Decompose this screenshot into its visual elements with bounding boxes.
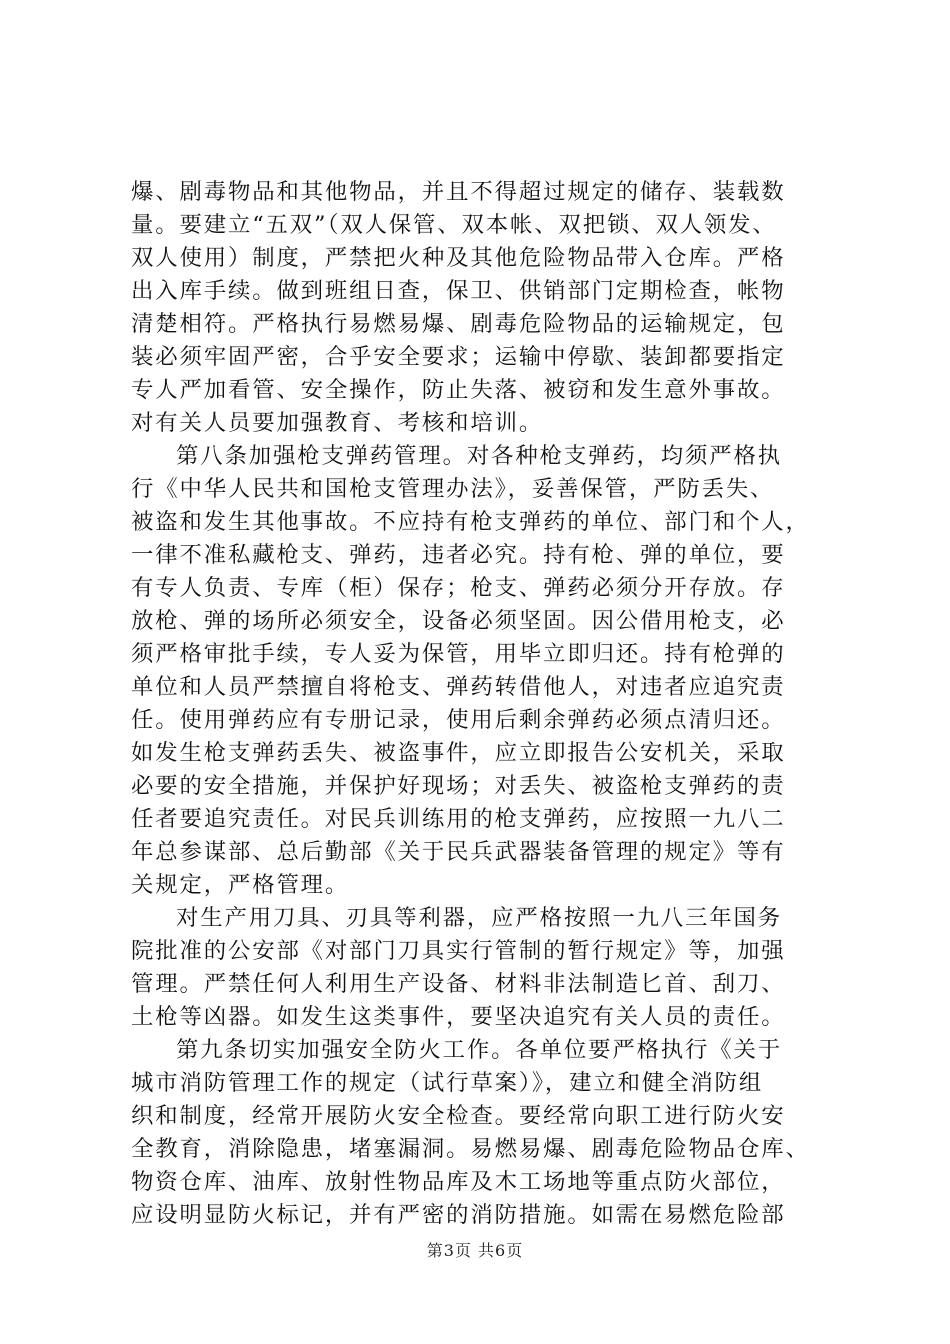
text-line: 第九条切实加强安全防火工作。各单位要严格执行《关于 [176,1037,783,1063]
text-line: 清楚相符。严格执行易燃易爆、剧毒危险物品的运输规定，包 [131,311,786,337]
text-line: 双人使用）制度，严禁把火种及其他危险物品带入仓库。严格 [131,245,786,271]
text-line: 年总参谋部、总后勤部《关于民兵武器装备管理的规定》等有 [131,839,786,865]
document-body [131,176,831,1232]
text-line: 行《中华人民共和国枪支管理办法》，妥善保管，严防丢失、 [131,476,775,502]
text-line: 城市消防管理工作的规定（试行草案）》，建立和健全消防组 [131,1070,764,1096]
text-line: 须严格审批手续，专人妥为保管，用毕立即归还。持有枪弹的 [131,641,786,667]
text-line: 院批准的公安部《对部门刀具实行管制的暂行规定》等，加强 [131,938,786,964]
text-line: 管理。严禁任何人利用生产设备、材料非法制造匕首、刮刀、 [131,971,786,997]
text-line: 全教育，消除隐患，堵塞漏洞。易燃易爆、剧毒危险物品仓库、 [131,1136,810,1162]
page-footer: 第3页 共6页 [426,1241,524,1260]
text-line: 被盗和发生其他事故。不应持有枪支弹药的单位、部门和个人， [131,509,810,535]
text-line: 必要的安全措施，并保护好现场；对丢失、被盗枪支弹药的责 [131,773,786,799]
text-line: 织和制度，经常开展防火安全检查。要经常向职工进行防火安 [131,1103,786,1129]
text-line: 对生产用刀具、刃具等利器，应严格按照一九八三年国务 [176,905,783,931]
text-line: 出入库手续。做到班组日查，保卫、供销部门定期检查，帐物 [131,278,786,304]
text-line: 第八条加强枪支弹药管理。对各种枪支弹药，均须严格执 [176,443,783,469]
text-line: 有专人负责、专库（柜）保存；枪支、弹药必须分开存放。存 [131,575,786,601]
text-line: 土枪等凶器。如发生这类事件，要坚决追究有关人员的责任。 [131,1004,786,1030]
text-line: 量。要建立“五双”（双人保管、双本帐、双把锁、双人领发、 [131,212,777,238]
text-line: 装必须牢固严密，合乎安全要求；运输中停歇、装卸都要指定 [131,344,786,370]
text-line: 对有关人员要加强教育、考核和培训。 [131,410,544,436]
text-line: 任者要追究责任。对民兵训练用的枪支弹药，应按照一九八二 [131,806,786,832]
text-line: 任。使用弹药应有专册记录，使用后剩余弹药必须点清归还。 [131,707,786,733]
text-line: 放枪、弹的场所必须安全，设备必须坚固。因公借用枪支，必 [131,608,786,634]
text-line: 一律不准私藏枪支、弹药，违者必究。持有枪、弹的单位，要 [131,542,786,568]
text-line: 专人严加看管、安全操作，防止失落、被窃和发生意外事故。 [131,377,786,403]
text-line: 单位和人员严禁擅自将枪支、弹药转借他人，对违者应追究责 [131,674,786,700]
text-line: 关规定，严格管理。 [131,872,350,898]
text-line: 应设明显防火标记，并有严密的消防措施。如需在易燃危险部 [131,1202,786,1228]
text-line: 物资仓库、油库、放射性物品库及木工场地等重点防火部位， [131,1169,786,1195]
text-line: 如发生枪支弹药丢失、被盗事件，应立即报告公安机关，采取 [131,740,786,766]
text-line: 爆、剧毒物品和其他物品，并且不得超过规定的储存、装载数 [131,179,786,205]
